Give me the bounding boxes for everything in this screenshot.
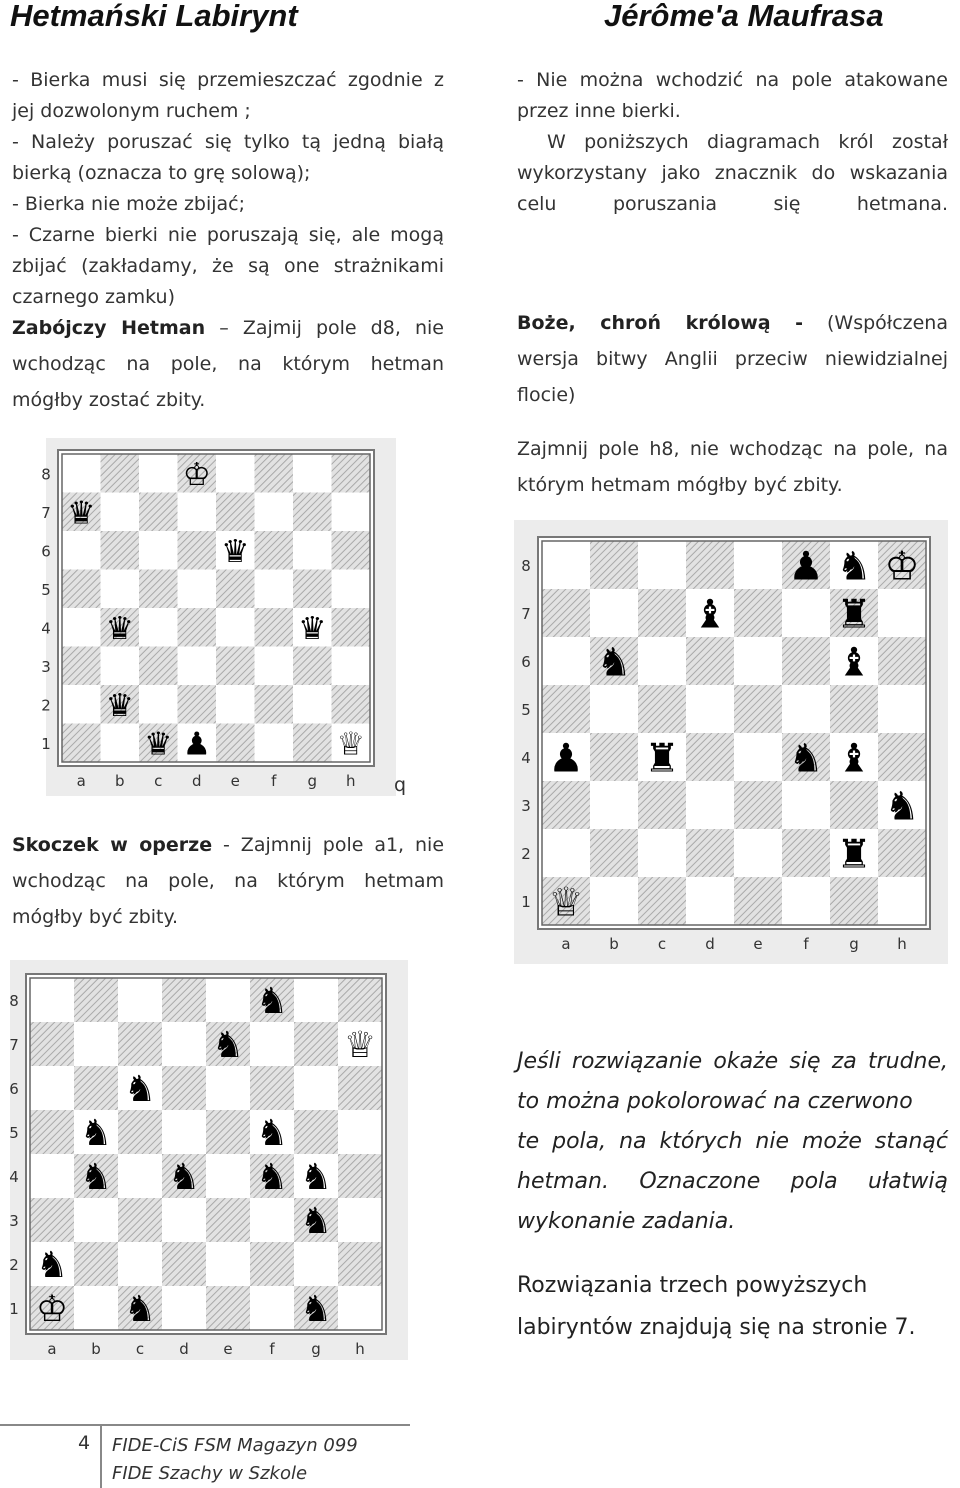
rules-list [12,65,444,313]
square-e2 [216,685,255,724]
rank-label: 4 [41,619,51,638]
square-f4 [255,608,294,647]
rank-label: 5 [521,701,531,719]
right-rule-line: celu poruszania się hetmana. [517,193,948,215]
black-rook-icon: ♜ [644,735,680,782]
square-g5 [830,685,878,733]
square-h7 [878,589,926,637]
square-c5 [638,685,686,733]
rule-line: czarnego zamku) [12,286,175,308]
puzzle1-name: Zabójczy Hetman [12,317,206,339]
square-a5 [62,570,101,609]
right-rule-line: wykorzystany jako znacznik do wskazania [517,162,948,184]
square-h1 [878,877,926,925]
square-a6 [542,637,590,685]
right-rule-line: przez inne bierki. [517,100,681,122]
black-bishop-icon: ♝ [692,591,728,638]
rank-label: 2 [9,1256,19,1274]
square-g6 [294,1066,338,1110]
file-label: g [849,935,859,953]
puzzle2-dash: - [223,834,230,856]
square-g7 [293,493,332,532]
puzzle2-text [12,827,444,935]
rank-label: 7 [9,1036,19,1054]
rank-label: 8 [521,557,531,575]
square-d5 [162,1110,206,1154]
square-e4 [216,608,255,647]
square-d7 [162,1022,206,1066]
square-g3 [293,647,332,686]
square-h6 [338,1066,382,1110]
rank-label: 2 [521,845,531,863]
square-d1 [686,877,734,925]
square-f3 [250,1198,294,1242]
file-label: c [657,935,667,953]
square-g3 [830,781,878,829]
black-knight-icon: ♞ [35,1244,69,1287]
square-f7 [250,1022,294,1066]
rank-label: 1 [521,893,531,911]
black-queen-icon: ♛ [144,726,173,763]
puzzle2-line: wchodząc na pole, na którym hetmam [12,870,444,892]
file-label: d [705,935,715,953]
square-b7 [590,589,638,637]
square-b7 [101,493,140,532]
square-a3 [62,647,101,686]
square-g7 [294,1022,338,1066]
square-c2 [118,1242,162,1286]
square-b3 [101,647,140,686]
square-a2 [62,685,101,724]
black-knight-icon: ♞ [255,1112,289,1155]
solution-line: Rozwiązania trzech powyższych [517,1273,868,1298]
square-a8 [542,541,590,589]
square-c3 [638,781,686,829]
puzzle1-line: mógłby zostać zbity. [12,389,206,411]
square-d2 [162,1242,206,1286]
square-d3 [686,781,734,829]
square-g2 [294,1242,338,1286]
square-d1 [162,1286,206,1330]
square-a8 [62,454,101,493]
puzzle3-name: Boże, chroń królową - [517,312,804,334]
square-e2 [734,829,782,877]
chess-board-3 [10,960,408,1360]
solution-line: labiryntów znajdują się na stronie 7. [517,1315,916,1340]
file-label: f [271,772,277,790]
square-f2 [255,685,294,724]
square-d6 [178,531,217,570]
square-a6 [30,1066,74,1110]
square-c6 [139,531,178,570]
file-label: g [307,772,318,790]
square-f2 [250,1242,294,1286]
square-h2 [338,1242,382,1286]
black-pawn-icon: ♟ [182,726,211,763]
square-h3 [332,647,371,686]
puzzle1-heading [12,310,444,346]
square-b8 [74,978,118,1022]
rank-label: 4 [521,749,531,767]
file-label: c [135,1340,145,1358]
square-f7 [255,493,294,532]
square-g2 [293,685,332,724]
square-e1 [734,877,782,925]
hint-line: Jeśli rozwiązanie okaże się za trudne, [517,1049,948,1074]
square-f1 [255,724,294,763]
square-b5 [101,570,140,609]
puzzle2-heading [12,827,444,863]
square-c7 [638,589,686,637]
square-d8 [162,978,206,1022]
square-b1 [74,1286,118,1330]
rule-line: zbijać (zakładamy, że są one strażnikami [12,255,444,277]
square-h1 [338,1286,382,1330]
rank-label: 6 [521,653,531,671]
rank-label: 5 [9,1124,19,1142]
puzzle3-task: którym hetmam mógłby być zbity. [517,474,843,496]
rank-label: 3 [521,797,531,815]
square-a4 [62,608,101,647]
file-label: e [223,1340,233,1358]
puzzle1-dash: – [219,317,229,339]
square-b7 [74,1022,118,1066]
rule-line: - Czarne bierki nie poruszają się, ale mogą [12,224,444,246]
black-knight-icon: ♞ [255,1156,289,1199]
square-b3 [74,1198,118,1242]
white-queen-icon: ♕ [343,1024,377,1067]
square-c8 [638,541,686,589]
black-queen-icon: ♛ [67,495,96,532]
square-d7 [178,493,217,532]
black-pawn-icon: ♟ [788,543,824,590]
black-knight-icon: ♞ [299,1288,333,1331]
black-queen-icon: ♛ [105,610,134,647]
file-label: h [345,772,356,790]
square-a1 [62,724,101,763]
square-c7 [118,1022,162,1066]
file-label: b [609,935,619,953]
hint-text [517,1042,948,1242]
rank-label: 3 [41,657,51,676]
black-knight-icon: ♞ [79,1112,113,1155]
square-c4 [139,608,178,647]
square-f3 [782,781,830,829]
square-f6 [255,531,294,570]
square-f5 [782,685,830,733]
chess-board-2 [514,520,948,964]
rank-label: 7 [41,503,51,522]
rank-label: 3 [9,1212,19,1230]
square-h5 [878,685,926,733]
file-label: f [803,935,809,953]
square-g1 [293,724,332,763]
square-a7 [542,589,590,637]
square-e1 [216,724,255,763]
left-title: Hetmański Labirynt [10,0,298,33]
rank-label: 6 [9,1080,19,1098]
black-pawn-icon: ♟ [548,735,584,782]
square-c3 [118,1198,162,1242]
white-king-icon: ♔ [884,543,920,590]
black-knight-icon: ♞ [79,1156,113,1199]
square-e6 [206,1066,250,1110]
square-g6 [293,531,332,570]
rule-line: - Bierka nie może zbijać; [12,193,246,215]
square-d6 [686,637,734,685]
square-c8 [118,978,162,1022]
white-queen-icon: ♕ [336,726,365,763]
rank-label: 5 [41,580,51,599]
square-g8 [293,454,332,493]
file-label: d [191,772,202,790]
square-e2 [206,1242,250,1286]
square-e8 [734,541,782,589]
rank-label: 4 [9,1168,19,1186]
black-knight-icon: ♞ [255,980,289,1023]
square-h5 [338,1110,382,1154]
square-h4 [878,733,926,781]
rule-line: jej dozwolonym ruchem ; [12,100,251,122]
square-f8 [255,454,294,493]
file-label: d [179,1340,189,1358]
square-b6 [74,1066,118,1110]
square-e4 [206,1154,250,1198]
puzzle3-line: (Współczena [827,312,948,334]
rank-label: 8 [9,992,19,1010]
square-b3 [590,781,638,829]
square-c5 [118,1110,162,1154]
square-e7 [216,493,255,532]
puzzle3-task: Zajmnij pole h8, nie wchodząc na pole, na [517,438,948,460]
square-a3 [542,781,590,829]
black-knight-icon: ♞ [836,543,872,590]
square-a6 [62,531,101,570]
file-label: h [355,1340,365,1358]
right-rule-line: W poniższych diagramach król został [547,131,948,153]
square-d2 [686,829,734,877]
file-label: e [753,935,763,953]
square-a8 [30,978,74,1022]
file-label: g [311,1340,321,1358]
square-a3 [30,1198,74,1242]
puzzle2-name: Skoczek w operze [12,834,213,856]
square-d3 [178,647,217,686]
white-king-icon: ♔ [35,1288,69,1331]
square-b4 [590,733,638,781]
square-f6 [782,637,830,685]
rule-line: - Należy poruszać się tylko tą jedną białą [12,131,444,153]
square-h8 [338,978,382,1022]
puzzle1-line: Zajmij pole d8, nie [242,317,444,339]
square-g1 [830,877,878,925]
square-e8 [206,978,250,1022]
puzzle2-line: mógłby być zbity. [12,906,179,928]
black-knight-icon: ♞ [788,735,824,782]
square-b1 [101,724,140,763]
square-h6 [878,637,926,685]
black-knight-icon: ♞ [596,639,632,686]
square-e1 [206,1286,250,1330]
square-h7 [332,493,371,532]
magazine-name: FIDE-CiS FSM Magazyn 099 [112,1435,358,1456]
black-queen-icon: ♛ [298,610,327,647]
rule-line: bierką (oznacza to grę solową); [12,162,311,184]
file-label: a [47,1340,57,1358]
magazine-subtitle: FIDE Szachy w Szkole [112,1463,308,1484]
black-rook-icon: ♜ [836,831,872,878]
square-b5 [590,685,638,733]
square-d5 [686,685,734,733]
square-d3 [162,1198,206,1242]
square-e7 [734,589,782,637]
square-c2 [139,685,178,724]
square-c6 [638,637,686,685]
hint-line: to można pokolorować na czerwono [517,1089,913,1114]
black-knight-icon: ♞ [123,1288,157,1331]
square-h3 [338,1198,382,1242]
puzzle3-line: flocie) [517,384,576,406]
black-bishop-icon: ♝ [836,735,872,782]
square-e3 [206,1198,250,1242]
square-a5 [542,685,590,733]
file-label: c [154,772,163,790]
square-c2 [638,829,686,877]
square-f1 [250,1286,294,1330]
square-e8 [216,454,255,493]
hint-line: hetman. Oznaczone pola ułatwią [517,1169,948,1194]
right-rules [517,65,948,220]
rank-label: 2 [41,696,51,715]
black-rook-icon: ♜ [836,591,872,638]
black-bishop-icon: ♝ [836,639,872,686]
rule-line: - Bierka musi się przemieszczać zgodnie z [12,69,444,91]
rank-label: 6 [41,542,51,561]
square-h2 [878,829,926,877]
rank-label: 7 [521,605,531,623]
square-d6 [162,1066,206,1110]
square-h5 [332,570,371,609]
square-a4 [30,1154,74,1198]
square-e4 [734,733,782,781]
chess-board-1 [41,438,396,796]
square-g5 [294,1110,338,1154]
puzzle3-text [517,305,948,503]
square-c1 [638,877,686,925]
footer-divider [100,1424,102,1488]
square-b8 [590,541,638,589]
square-f1 [782,877,830,925]
square-d2 [178,685,217,724]
square-c3 [139,647,178,686]
hint-line: wykonanie zadania. [517,1209,736,1234]
right-title: Jérôme'a Maufrasa [604,0,884,33]
square-d4 [178,608,217,647]
file-label: f [269,1340,275,1358]
square-a5 [30,1110,74,1154]
square-b8 [101,454,140,493]
square-e5 [734,685,782,733]
puzzle3-heading [517,305,948,341]
square-h2 [332,685,371,724]
square-f5 [255,570,294,609]
black-knight-icon: ♞ [211,1024,245,1067]
file-label: e [230,772,240,790]
square-b2 [74,1242,118,1286]
square-d4 [686,733,734,781]
puzzle3-line: wersja bitwy Anglii przeciw niewidzialnej [517,348,948,370]
file-label: a [76,772,86,790]
square-c8 [139,454,178,493]
square-a7 [30,1022,74,1066]
black-knight-icon: ♞ [884,783,920,830]
square-d5 [178,570,217,609]
square-d8 [686,541,734,589]
square-f2 [782,829,830,877]
rank-label: 8 [41,465,51,484]
square-e3 [216,647,255,686]
hint-line: te pola, na których nie może stanąć [517,1129,948,1154]
black-knight-icon: ♞ [299,1200,333,1243]
square-e3 [734,781,782,829]
square-b6 [101,531,140,570]
square-h8 [332,454,371,493]
file-label: b [114,772,125,790]
square-f6 [250,1066,294,1110]
puzzle1-line: wchodząc na pole, na którym hetman [12,353,444,375]
black-knight-icon: ♞ [123,1068,157,1111]
square-b1 [590,877,638,925]
black-queen-icon: ♛ [105,687,134,724]
black-knight-icon: ♞ [299,1156,333,1199]
rank-label: 1 [41,734,51,753]
square-b2 [590,829,638,877]
white-king-icon: ♔ [182,456,211,493]
solution-note [517,1265,948,1349]
footer-rule [0,1424,410,1426]
square-e6 [734,637,782,685]
puzzle2-line: Zajmnij pole a1, nie [240,834,445,856]
page-number: 4 [78,1432,91,1454]
square-c7 [139,493,178,532]
square-c4 [118,1154,162,1198]
stray-letter: q [394,774,407,796]
black-knight-icon: ♞ [167,1156,201,1199]
square-e5 [206,1110,250,1154]
file-label: a [561,935,571,953]
square-f7 [782,589,830,637]
square-a2 [542,829,590,877]
square-h4 [332,608,371,647]
white-queen-icon: ♕ [548,879,584,926]
square-f3 [255,647,294,686]
rank-label: 1 [9,1300,19,1318]
square-h4 [338,1154,382,1198]
square-h6 [332,531,371,570]
square-c5 [139,570,178,609]
magazine-info [112,1432,358,1488]
square-g5 [293,570,332,609]
square-e5 [216,570,255,609]
right-rule-line: - Nie można wchodzić na pole atakowane [517,69,948,91]
file-label: h [897,935,907,953]
file-label: b [91,1340,101,1358]
square-g8 [294,978,338,1022]
puzzle1-text [12,310,444,418]
black-queen-icon: ♛ [221,533,250,570]
